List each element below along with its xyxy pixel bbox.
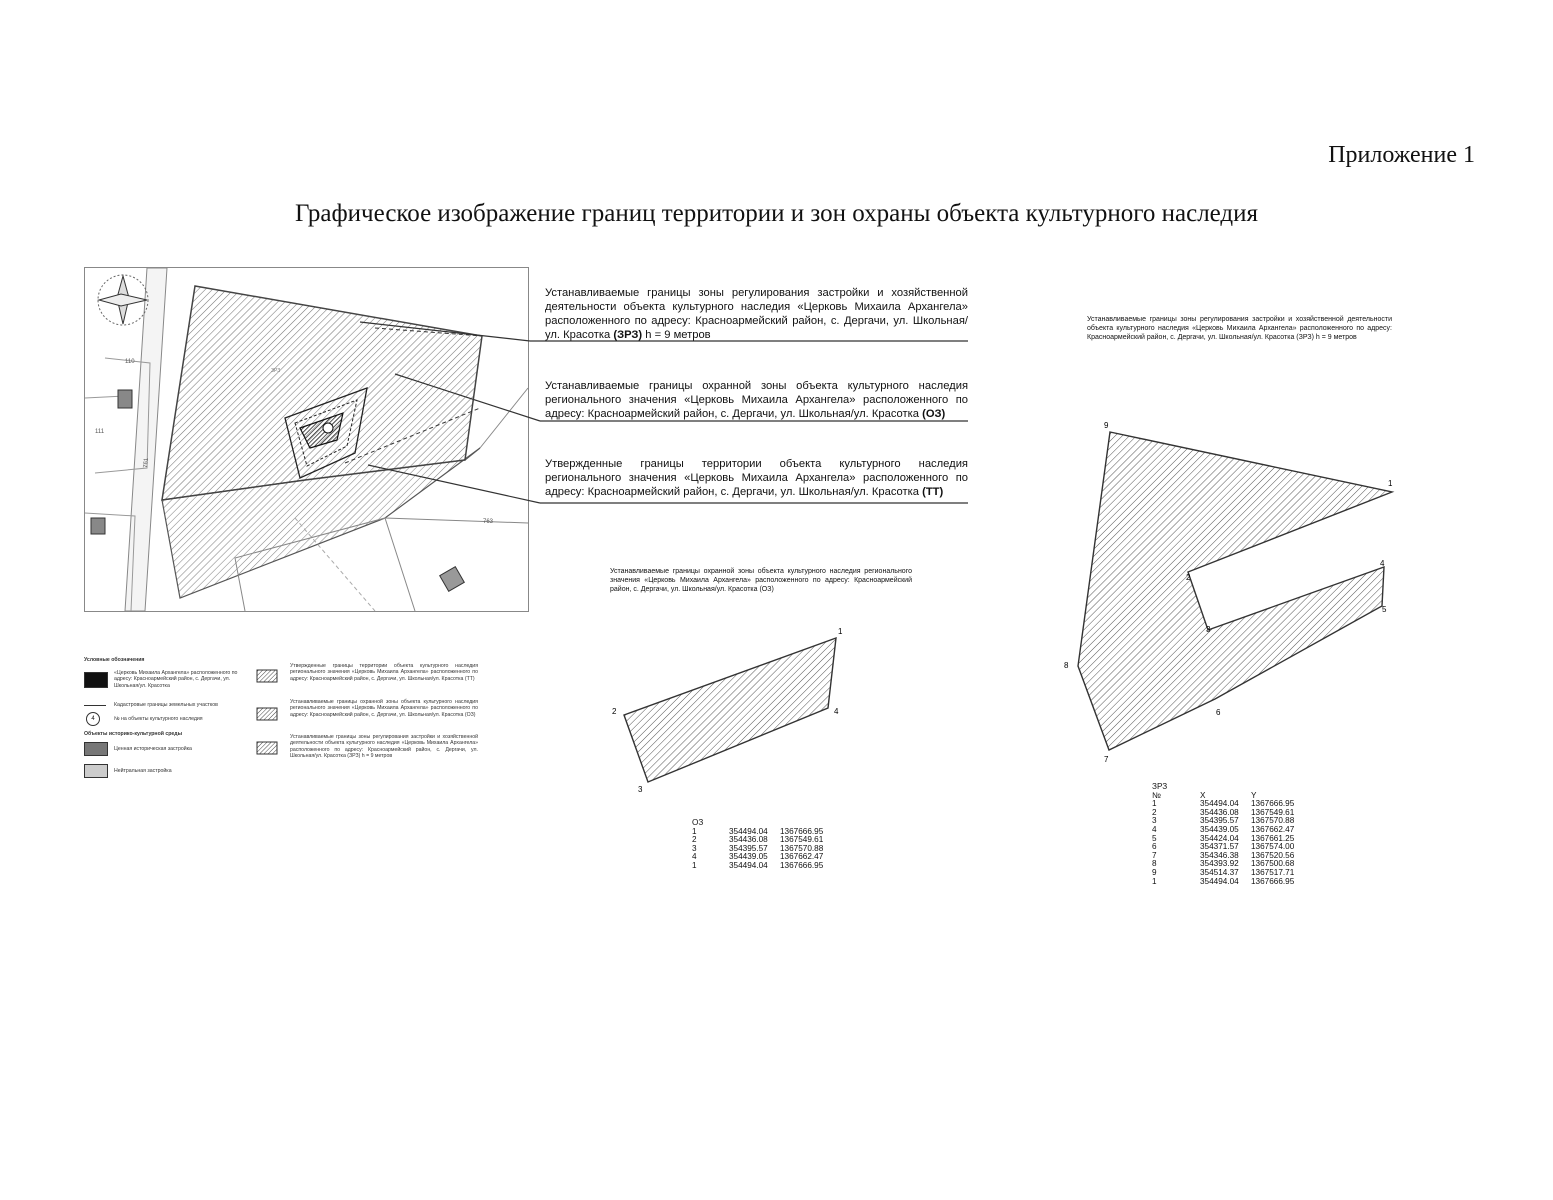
vertex-label: 6: [1216, 708, 1221, 717]
table-row: 9 354514.37 1367517.71: [1152, 867, 1295, 877]
church-swatch: [84, 672, 108, 688]
table-row: 5 354424.04 1367661.25: [1152, 833, 1295, 843]
table-row: 2 354436.08 1367549.61: [1152, 807, 1295, 817]
vertex-label: 2: [612, 707, 617, 716]
table-header: № X Y: [1152, 790, 1257, 800]
legend-item: Устанавливаемые границы зоны регулирования застройки и хозяйственной деятельности объекта культурного наследия «Церковь Михаила Архангела» расположенного по адресу: Красноармейский район, с. Дергачи, ул. Школьная/ул. Красотка (ЗРЗ) h = 9 метров: [290, 734, 478, 760]
cadastral-line-icon: [84, 705, 106, 706]
callout-oz: Устанавливаемые границы охранной зоны объекта культурного наследия регионального значения «Церковь Михаила Архангела» расположенного по адресу: Красноармейский район, с. Дергачи, ул. Школьная/ул. Красотка (ОЗ): [545, 380, 968, 420]
legend-subtitle: Объекты историко-культурной среды: [84, 731, 183, 737]
zrz-coordinates-table: [1152, 783, 1294, 886]
legend-hatch-swatches: [256, 668, 278, 758]
zone-label: ЗРЗ: [271, 368, 281, 374]
callout-tt: Утвержденные границы территории объекта культурного наследия регионального значения «Церковь Михаила Архангела» расположенного по адресу: Красноармейский район, с. Дергачи, ул. Школьная/ул. Красотка (ТТ): [545, 458, 968, 498]
vertex-label: 5: [1382, 605, 1387, 614]
page-title: Графическое изображение границ территории и зон охраны объекта культурного наследия: [294, 200, 1259, 227]
oz-coordinates-table: [692, 819, 823, 871]
vertex-label: 8: [1064, 661, 1069, 670]
table-row: 3 354395.57 1367570.88: [1152, 816, 1295, 826]
vertex-label: 4: [1380, 559, 1385, 568]
vertex-label: 1: [838, 627, 843, 636]
table-row: 1 354494.04 1367666.95: [692, 826, 824, 836]
table-row: 2 354436.08 1367549.61: [692, 835, 824, 845]
table-row: 6 354371.57 1367574.00: [1152, 842, 1295, 852]
callout-zrz: Устанавливаемые границы зоны регулирования застройки и хозяйственной деятельности объекта культурного наследия «Церковь Михаила Архангела» расположенного по адресу: Красноармейский район, с. Дергачи, ул. Школьная/ул. Красотка (ЗРЗ) h = 9 метров: [545, 287, 968, 341]
legend-title: Условные обозначения: [84, 657, 145, 663]
legend-item: Кадастровые границы земельных участков: [114, 702, 218, 708]
legend-item: Ценная историческая застройка: [114, 746, 192, 752]
plot-label: 110: [125, 359, 135, 365]
plot-label: 763: [483, 519, 494, 525]
table-row: 1 354494.04 1367666.95: [1152, 799, 1295, 809]
legend-item: № на объекты культурного наследия: [114, 716, 203, 722]
zrz-caption: Устанавливаемые границы зоны регулирования застройки и хозяйственной деятельности объекта культурного наследия «Церковь Михаила Архангела» расположенного по адресу: Красноармейский район, с. Дергачи, ул. Школьная/ул. Красотка (ЗРЗ) h = 9 метров: [1087, 316, 1392, 341]
vertex-label: 7: [1104, 755, 1109, 764]
appendix-label: Приложение 1: [1328, 142, 1475, 168]
zrz-polygon-diagram: [1060, 420, 1400, 770]
heritage-number-icon: 4: [86, 712, 100, 726]
table-row: 7 354346.38 1367520.56: [1152, 850, 1295, 860]
table-title: ЗРЗ: [1152, 782, 1168, 791]
oz-polygon-diagram: [600, 620, 860, 800]
oz-caption: Устанавливаемые границы охранной зоны объекта культурного наследия регионального значения «Церковь Михаила Архангела» расположенного по адресу: Красноармейский район, с. Дергачи, ул. Школьная/ул. Красотка (ОЗ): [610, 568, 912, 593]
vertex-label: 4: [834, 707, 839, 716]
table-row: 1 354494.04 1367666.95: [1152, 876, 1295, 886]
legend-item: Нейтральная застройка: [114, 768, 172, 774]
valuable-building-swatch: [84, 742, 108, 756]
legend-item: Утвержденные границы территории объекта культурного наследия регионального значения «Церковь Михаила Архангела» расположенного по адресу: Красноармейский район, с. Дергачи, ул. Школьная/ул. Красотка (ТТ): [290, 663, 478, 682]
table-title: ОЗ: [692, 818, 704, 827]
legend-item: «Церковь Михаила Архангела» расположенного по адресу: Красноармейский район, с. Дергачи, ул. Школьная/ул. Красотка: [114, 670, 238, 689]
table-row: 4 354439.05 1367662.47: [1152, 824, 1295, 834]
vertex-label: 3: [638, 785, 643, 794]
neutral-building-swatch: [84, 764, 108, 778]
legend-item: Устанавливаемые границы охранной зоны объекта культурного наследия регионального значения «Церковь Михаила Архангела» расположенного по адресу: Красноармейский район, с. Дергачи, ул. Школьная/ул. Красотка (ОЗ): [290, 699, 478, 718]
plot-label: 111: [95, 429, 105, 435]
table-row: 3 354395.57 1367570.88: [692, 843, 824, 853]
table-row: 4 354439.05 1367662.47: [692, 852, 824, 862]
vertex-label: 9: [1104, 421, 1109, 430]
vertex-label: 1: [1388, 479, 1393, 488]
vertex-label: 2: [1186, 573, 1191, 582]
vertex-label: 3: [1206, 625, 1211, 634]
table-row: 1 354494.04 1367666.95: [692, 860, 824, 870]
table-row: 8 354393.92 1367500.68: [1152, 859, 1295, 869]
street-label: 761: [143, 457, 150, 469]
